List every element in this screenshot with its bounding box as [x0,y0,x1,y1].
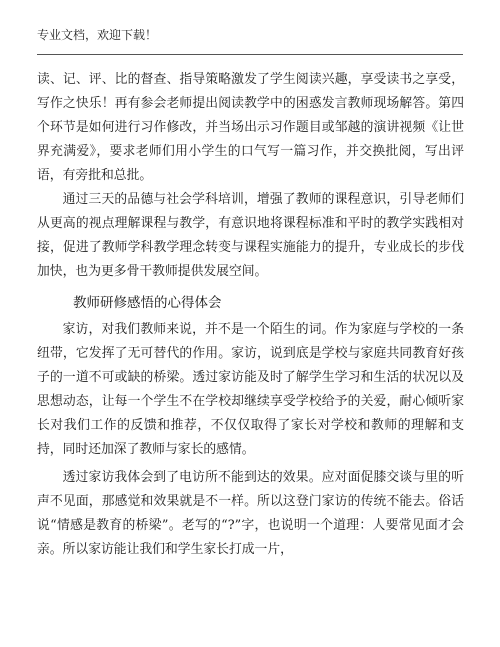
section-heading: 教师研修感悟的心得体会 [73,295,222,311]
document-body [37,68,464,562]
page-header: 专业文档，欢迎下载！ [37,28,158,42]
header-divider [37,54,463,55]
paragraph: 读、记、评、比的督查、指导策略激发了学生阅读兴趣，享受读书之享受，写作之快乐！再有参会老师提出阅读教学中的困惑发言教师现场解答。第四个环节是如何进行习作修改，并当场出示习作题目或邹越的演讲视频《让世界充满爱》，要求老师们用小学生的口气写一篇习作，并交换批阅，写出评语，有旁批和总批。 [37,72,464,183]
paragraph: 透过家访我体会到了电访所不能到达的效果。应对面促膝交谈与里的听声不见面，那感觉和效果就是不一样。所以这登门家访的传统不能去。俗话说“情感是教育的桥梁”。老写的“?”字，也说明一个道理：人要常见面才会亲。所以家访能让我们和学生家长打成一片， [37,470,464,557]
paragraph: 通过三天的品德与社会学科培训，增强了教师的课程意识，引导老师们从更高的视点理解课程与教学，有意识地将课程标准和平时的教学实践相对接，促进了教师学科教学理念转变与课程实施能力的提升，专业成长的步伐加快，也为更多骨干教师提供发展空间。 [37,192,464,279]
paragraph: 家访，对我们教师来说，并不是一个陌生的词。作为家庭与学校的一条纽带，它发挥了无可替代的作用。家访，说到底是学校与家庭共同教育好孩子的一道不可或缺的桥梁。透过家访能及时了解学生学习和生活的状况以及思想动态，让每一个学生不在学校却继续享受学校给予的关爱，耐心倾听家长对我们工作的反馈和推荐，不仅仅取得了家长对学校和教师的理解和支持，同时还加深了教师与家长的感情。 [37,322,464,457]
